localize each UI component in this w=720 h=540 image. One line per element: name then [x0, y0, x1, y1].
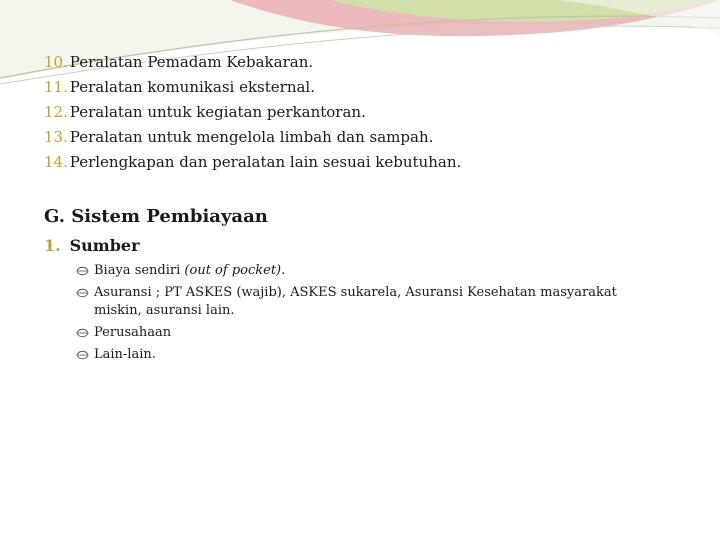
source-italic-text: (out of pocket): [184, 263, 282, 278]
source-text: Perusahaan: [94, 325, 172, 340]
list-item: [76, 324, 676, 342]
leaf-bullet-icon: [76, 328, 89, 338]
equipment-list: [44, 50, 461, 175]
list-item: [44, 150, 461, 175]
subsection-title: [44, 236, 140, 255]
list-number: 13.: [44, 128, 68, 146]
list-number: 11.: [44, 78, 68, 96]
list-item: [76, 346, 676, 364]
list-item: [76, 262, 676, 280]
list-number: 12.: [44, 103, 68, 121]
list-number: 10.: [44, 53, 68, 71]
source-text: Biaya sendiri: [94, 263, 185, 278]
list-text: Perlengkapan dan peralatan lain sesuai kebutuhan.: [69, 153, 462, 171]
subsection-label: Sumber: [69, 236, 140, 255]
list-item: [44, 75, 461, 100]
list-number: 14.: [44, 153, 68, 171]
source-text-end: .: [281, 263, 286, 278]
list-text: Peralatan Pemadam Kebakaran.: [69, 53, 314, 71]
leaf-bullet-icon: [76, 288, 89, 298]
list-item: [44, 100, 461, 125]
list-text: Peralatan untuk kegiatan perkantoran.: [69, 103, 366, 121]
leaf-bullet-icon: [76, 266, 89, 276]
source-text: Lain-lain.: [94, 347, 156, 362]
list-text: Peralatan komunikasi eksternal.: [69, 78, 315, 96]
funding-sources-list: [76, 262, 676, 368]
list-text: Peralatan untuk mengelola limbah dan sampah.: [69, 128, 434, 146]
source-text: miskin, asuransi lain.: [94, 303, 235, 318]
subsection-number: 1.: [44, 236, 61, 255]
list-item: [76, 284, 676, 320]
source-text: Asuransi ; PT ASKES (wajib), ASKES sukarela, Asuransi Kesehatan masyarakat: [94, 285, 617, 300]
list-item: [44, 125, 461, 150]
leaf-bullet-icon: [76, 350, 89, 360]
list-item: [44, 50, 461, 75]
section-title: G. Sistem Pembiayaan: [44, 206, 268, 227]
